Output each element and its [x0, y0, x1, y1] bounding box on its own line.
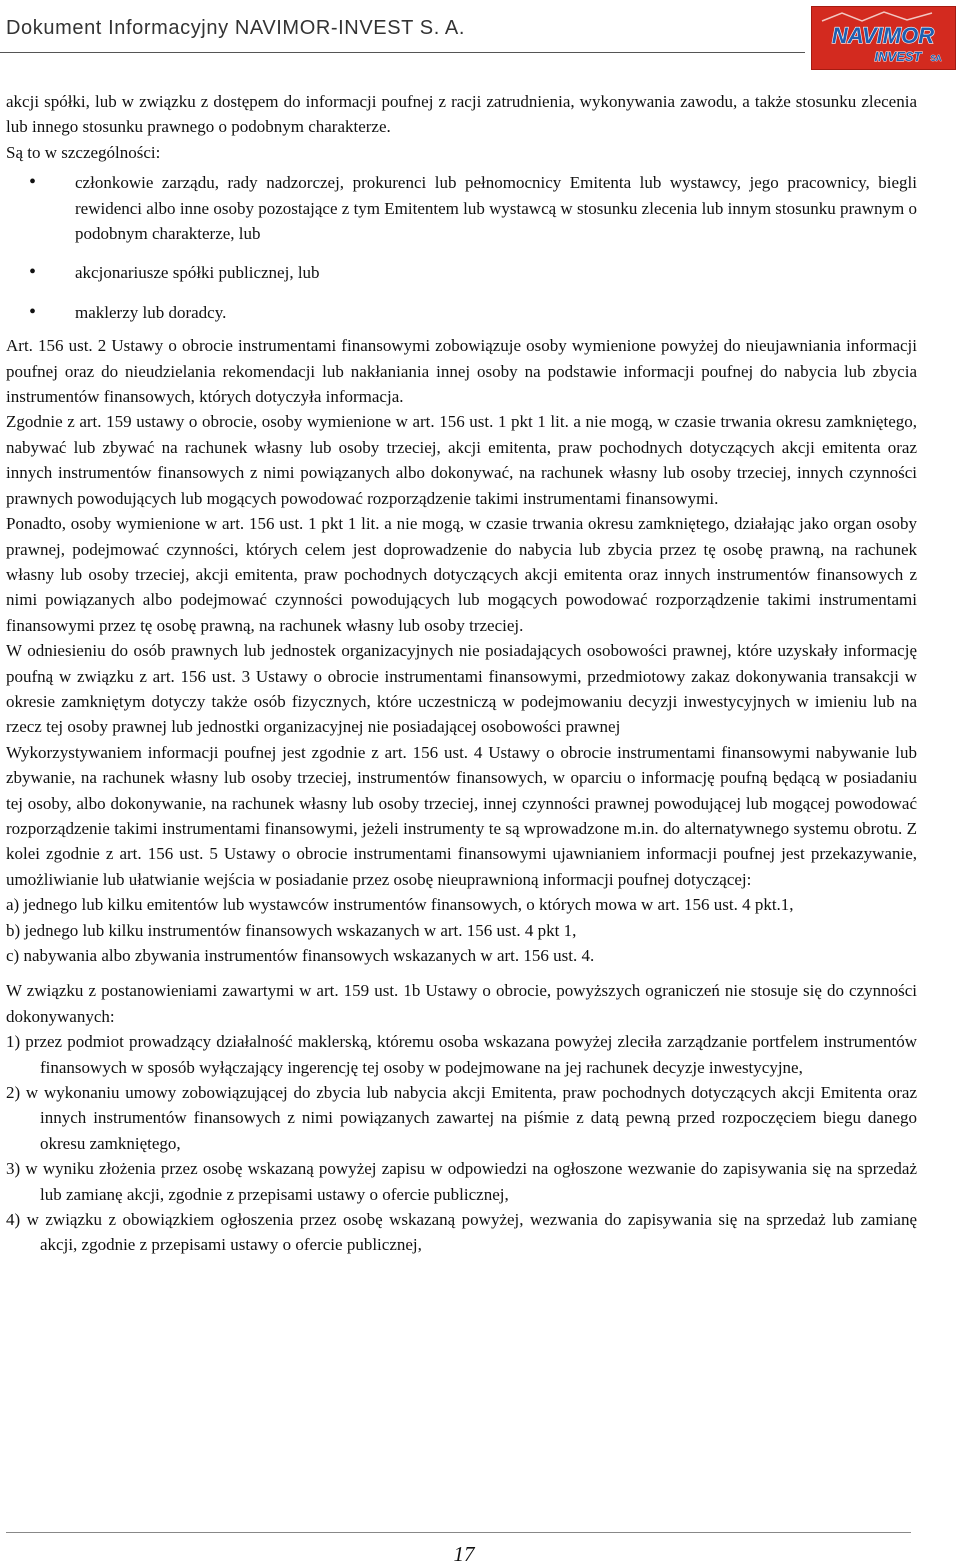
list-item: a) jednego lub kilku emitentów lub wystawców instrumentów finansowych, o których mowa w art. 156 ust. 4 pkt.1,: [6, 895, 794, 915]
list-item: c) nabywania albo zbywania instrumentów finansowych wskazanych w art. 156 ust. 4.: [6, 946, 595, 965]
logo-sub-text: INVEST: [874, 49, 922, 64]
list-item: 2) w wykonaniu umowy zobowiązującej do zbycia lub nabycia akcji Emitenta, praw pochodnych dotyczących akcji Emitenta oraz innych instrumentów finansowych z nimi powiązanych zawartej na piśmie z datą pewną przed rozpoczęciem biegu danego okresu zamkniętego,: [6, 1083, 917, 1153]
header-divider: [0, 52, 805, 53]
list-item: b) jednego lub kilku instrumentów finansowych wskazanych w art. 156 ust. 4 pkt 1,: [6, 920, 577, 940]
list-item: 4) w związku z obowiązkiem ogłoszenia przez osobę wskazaną powyżej, wezwania do zapisywania się na sprzedaż lub zamianę akcji, zgodnie z przepisami ustawy o ofercie publicznej,: [6, 1210, 917, 1255]
paragraph-insider-use: Wykorzystywaniem informacji poufnej jest zgodnie z art. 156 ust. 4 Ustawy o obrocie instrumentami finansowymi nabywanie lub zbywanie, na rachunek własny lub osoby trzeciej, instrumentów finansowych, w oparciu o informację poufną będącą w posiadaniu tej osoby, albo dokonywanie, na rachunek własny lub osoby trzeciej, innej czynności prawnej powodującej lub mogącej powodować rozporządzenie takimi instrumentami finansowymi, jeżeli instrumenty te są wprowadzone m.in. do alternatywnego systemu obrotu. Z kolei zgodnie z art. 156 ust. 5 Ustawy o obrocie instrumentami finansowymi ujawnianiem informacji poufnej jest przekazywanie, umożliwianie lub ułatwianie wejścia w posiadanie przez osobę nieuprawnioną informacji poufnej dotyczącej:: [6, 742, 917, 889]
list-item: 1) przez podmiot prowadzący działalność maklerską, któremu osoba wskazana powyżej zleciła zarządzanie portfelem instrumentów finansowych w sposób wyłączający ingerencję tej osoby w podejmowane na jej rachunek decyzje inwestycyjne,: [6, 1032, 917, 1077]
bullet-icon: •: [29, 261, 37, 284]
list-item: • maklerzy lub doradcy.: [29, 300, 227, 323]
page-number: 17: [453, 1542, 475, 1566]
paragraph-intro-2: Są to w szczególności:: [6, 142, 161, 162]
paragraph-ponadto: Ponadto, osoby wymienione w art. 156 ust. 1 pkt 1 lit. a nie mogą, w czasie trwania okresu zamkniętego, działając jako organ osoby prawnej, podejmować czynności, których celem jest doprowadzenie do nabycia lub zbycia przez tę osobę prawną, na rachunek własny lub osoby trzeciej, akcji emitenta, praw pochodnych dotyczących akcji emitenta oraz innych instrumentów finansowych z nimi powiązanych albo podejmować czynności powodujących lub mogących powodować rozporządzenie takimi instrumentami finansowymi przez tę osobę prawną, na rachunek własny lub osoby trzeciej.: [6, 514, 917, 635]
paragraph-intro: akcji spółki, lub w związku z dostępem do informacji poufnej z racji zatrudnienia, wykonywania zawodu, a także stosunku zlecenia lub innego stosunku prawnego o podobnym charakterze.: [6, 92, 917, 137]
paragraph-art-159: Zgodnie z art. 159 ustawy o obrocie, osoby wymienione w art. 156 ust. 1 pkt 1 lit. a nie mogą, w czasie trwania okresu zamkniętego, nabywać lub zbywać na rachunek własny lub osoby trzeciej, akcji emitenta, praw pochodnych dotyczących akcji emitenta oraz innych instrumentów finansowych z nimi powiązanych albo dokonywać, na rachunek własny lub osoby trzeciej, innych czynności prawnych powodujących lub mogących powodować rozporządzenie takimi instrumentami finansowymi.: [6, 412, 917, 508]
company-logo: [811, 6, 956, 70]
bullet-icon: •: [29, 300, 37, 323]
logo-main-text: NAVIMOR: [831, 23, 935, 48]
page-header: [0, 0, 960, 70]
logo-graphic: [812, 7, 955, 69]
bullet-icon: •: [29, 171, 37, 194]
alpha-list: [6, 892, 917, 968]
document-title: Dokument Informacyjny NAVIMOR-INVEST S. A.: [6, 17, 466, 39]
list-item: • członkowie zarządu, rady nadzorczej, prokurenci lub pełnomocnicy Emitenta lub wystawcy, jego pracownicy, biegli rewidenci albo inne osoby pozostające z tym Emitentem lub wystawcą w stosunku zlecenia lub innym stosunku prawnym o podobnym charakterze, lub: [29, 171, 917, 244]
logo-sub2-text: SA: [930, 54, 942, 63]
bullet-list: [6, 170, 917, 325]
footer-divider: [6, 1532, 911, 1533]
paragraph-exemptions: W związku z postanowieniami zawartymi w art. 159 ust. 1b Ustawy o obrocie, powyższych ograniczeń nie stosuje się do czynności dokonywanych:: [6, 981, 917, 1026]
list-item: 3) w wyniku złożenia przez osobę wskazaną powyżej zapisu w odpowiedzi na ogłoszone wezwanie do zapisywania się na sprzedaż lub zamianę akcji, zgodnie z przepisami ustawy o ofercie publicznej,: [6, 1159, 917, 1204]
list-item: • akcjonariusze spółki publicznej, lub: [29, 261, 320, 284]
paragraph-legal-persons: W odniesieniu do osób prawnych lub jednostek organizacyjnych nie posiadających osobowości prawnej, które uzyskały informację poufną w związku z art. 156 ust. 3 Ustawy o obrocie instrumentami finansowymi, przedmiotowy zakaz dokonywania transakcji w okresie zamkniętym dotyczy także osób fizycznych, które uczestniczą w podejmowaniu decyzji inwestycyjnych w imieniu lub na rzecz tej osoby prawnej lub jednostki organizacyjnej nie posiadającej osobowości prawnej: [6, 641, 917, 737]
document-body: [6, 89, 917, 1258]
numbered-list: [6, 1029, 917, 1258]
paragraph-art-156: Art. 156 ust. 2 Ustawy o obrocie instrumentami finansowymi zobowiązuje osoby wymienione powyżej do nieujawniania informacji poufnej oraz do nieudzielania rekomendacji lub nakłaniania innej osoby na podstawie informacji poufnej do nabycia lub zbycia instrumentów finansowych, których dotyczyła informacja.: [6, 336, 917, 407]
